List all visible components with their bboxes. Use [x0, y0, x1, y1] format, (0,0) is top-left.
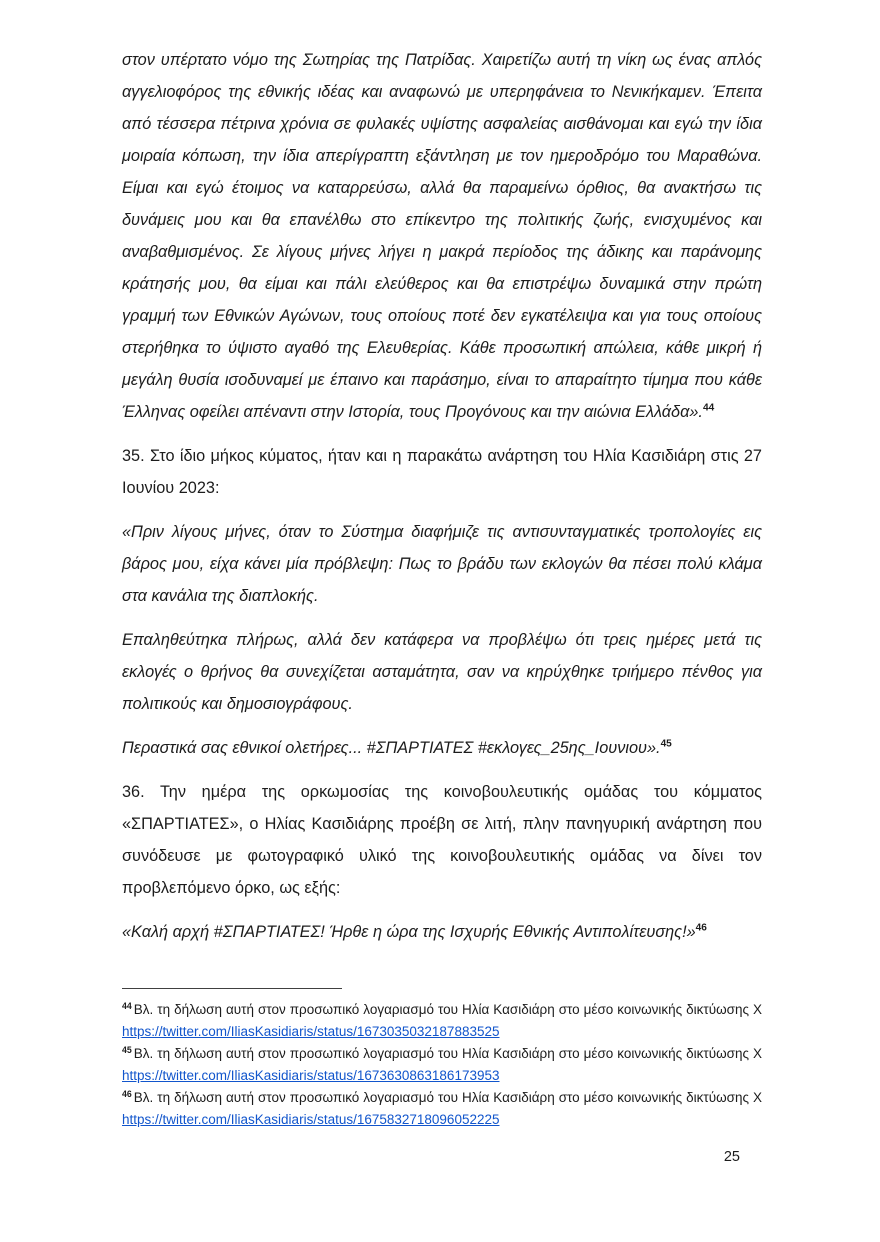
- footnote-44-marker: 44: [122, 1000, 132, 1011]
- footnote-44-link[interactable]: https://twitter.com/IliasKasidiaris/status/1673035032187883525: [122, 1024, 500, 1039]
- footnote-44-text: Βλ. τη δήλωση αυτή στον προσωπικό λογαριασμό του Ηλία Κασιδιάρη στο μέσο κοινωνικής δικτύωσης X: [133, 1002, 762, 1017]
- footnote-45-link[interactable]: https://twitter.com/IliasKasidiaris/status/1673630863186173953: [122, 1068, 500, 1083]
- page-body: [122, 44, 762, 960]
- quote-35-part-c: [122, 732, 762, 764]
- footnote-46-link[interactable]: https://twitter.com/IliasKasidiaris/status/1675832718096052225: [122, 1112, 500, 1127]
- quote-35-part-c-text: Περαστικά σας εθνικοί ολετήρες... #ΣΠΑΡΤΙΑΤΕΣ #εκλογες_25ης_Ιουνιου».: [122, 739, 661, 757]
- quote-36-text: «Καλή αρχή #ΣΠΑΡΤΙΑΤΕΣ! Ήρθε η ώρα της Ισχυρής Εθνικής Αντιπολίτευσης!»: [122, 923, 696, 941]
- footnotes-section: [122, 988, 762, 1131]
- quote-paragraph-continuation: [122, 44, 762, 428]
- footnote-ref-44: 44: [702, 402, 715, 414]
- quote-35-part-a: «Πριν λίγους μήνες, όταν το Σύστημα διαφήμιζε τις αντισυνταγματικές τροπολογίες εις βάρος μου, είχα κάνει μία πρόβλεψη: Πως το βράδυ των εκλογών θα πέσει πολύ κλάμα στα κανάλια της διαπλοκής.: [122, 523, 762, 605]
- footnote-44: [122, 999, 762, 1043]
- footnote-46-text: Βλ. τη δήλωση αυτή στον προσωπικό λογαριασμό του Ηλία Κασιδιάρη στο μέσο κοινωνικής δικτύωσης X: [133, 1090, 762, 1105]
- footnote-separator-rule: [122, 988, 342, 989]
- footnote-ref-45: 45: [660, 738, 672, 750]
- quote-continuation-text: στον υπέρτατο νόμο της Σωτηρίας της Πατρίδας. Χαιρετίζω αυτή τη νίκη ως ένας απλός αγγελιοφόρος της εθνικής ιδέας και αναφωνώ με υπερηφάνεια το Νενικήκαμεν. Έπειτα από τέσσερα πέτρινα χρόνια σε φυλακές υψίστης ασφαλείας αισθάνομαι και εγώ την ίδια μοιραία κόπωση, την ίδια απερίγραπτη εξάντληση με τον ημεροδρόμο του Μαραθώνα. Είμαι και εγώ έτοιμος να καταρρεύσω, αλλά θα παραμείνω όρθιος, θα ανακτήσω τις δυνάμεις μου και θα επανέλθω στο επίκεντρο της πολιτικής ζωής, ενισχυμένος και αναβαθμισμένος. Σε λίγους μήνες λήγει η μακρά περίοδος της άδικης και παράνομης κράτησής μου, θα είμαι και πάλι ελεύθερος και θα επιστρέψω δυναμικά στην πρώτη γραμμή των Εθνικών Αγώνων, τους οποίους ποτέ δεν εγκατέλειψα και για τους οποίους στερήθηκα το ύψιστο αγαθό της Ελευθερίας. Κάθε προσωπική απώλεια, κάθε μικρή ή μεγάλη θυσία ισοδυναμεί με έπαινο και παράσημο, είναι το απαραίτητο τίμημα που κάθε Έλληνας οφείλει απέναντι στην Ιστορία, τους Προγόνους και την αιώνια Ελλάδα».: [122, 51, 762, 421]
- page-number: 25: [723, 1149, 740, 1165]
- paragraph-36: 36. Την ημέρα της ορκωμοσίας της κοινοβουλευτικής ομάδας του κόμματος «ΣΠΑΡΤΙΑΤΕΣ», ο Ηλίας Κασιδιάρης προέβη σε λιτή, πλην πανηγυρική ανάρτηση που συνόδευσε με φωτογραφικό υλικό της κοινοβουλευτικής ομάδας να δίνει τον προβλεπόμενο όρκο, ως εξής:: [122, 783, 762, 897]
- footnote-ref-46: 46: [695, 922, 707, 934]
- paragraph-35: 35. Στο ίδιο μήκος κύματος, ήταν και η παρακάτω ανάρτηση του Ηλία Κασιδιάρη στις 27 Ιουνίου 2023:: [122, 447, 762, 497]
- footnote-45-text: Βλ. τη δήλωση αυτή στον προσωπικό λογαριασμό του Ηλία Κασιδιάρη στο μέσο κοινωνικής δικτύωσης X: [133, 1046, 762, 1061]
- footnote-45-marker: 45: [122, 1044, 132, 1055]
- quote-35-part-b: Επαληθεύτηκα πλήρως, αλλά δεν κατάφερα να προβλέψω ότι τρεις ημέρες μετά τις εκλογές ο θρήνος θα συνεχίζεται ασταμάτητα, σαν να κηρύχθηκε τριήμερο πένθος για πολιτικούς και δημοσιογράφους.: [122, 631, 762, 713]
- footnote-45: [122, 1043, 762, 1087]
- footnote-46-marker: 46: [122, 1088, 132, 1099]
- quote-36: [122, 916, 762, 948]
- footnote-46: [122, 1087, 762, 1131]
